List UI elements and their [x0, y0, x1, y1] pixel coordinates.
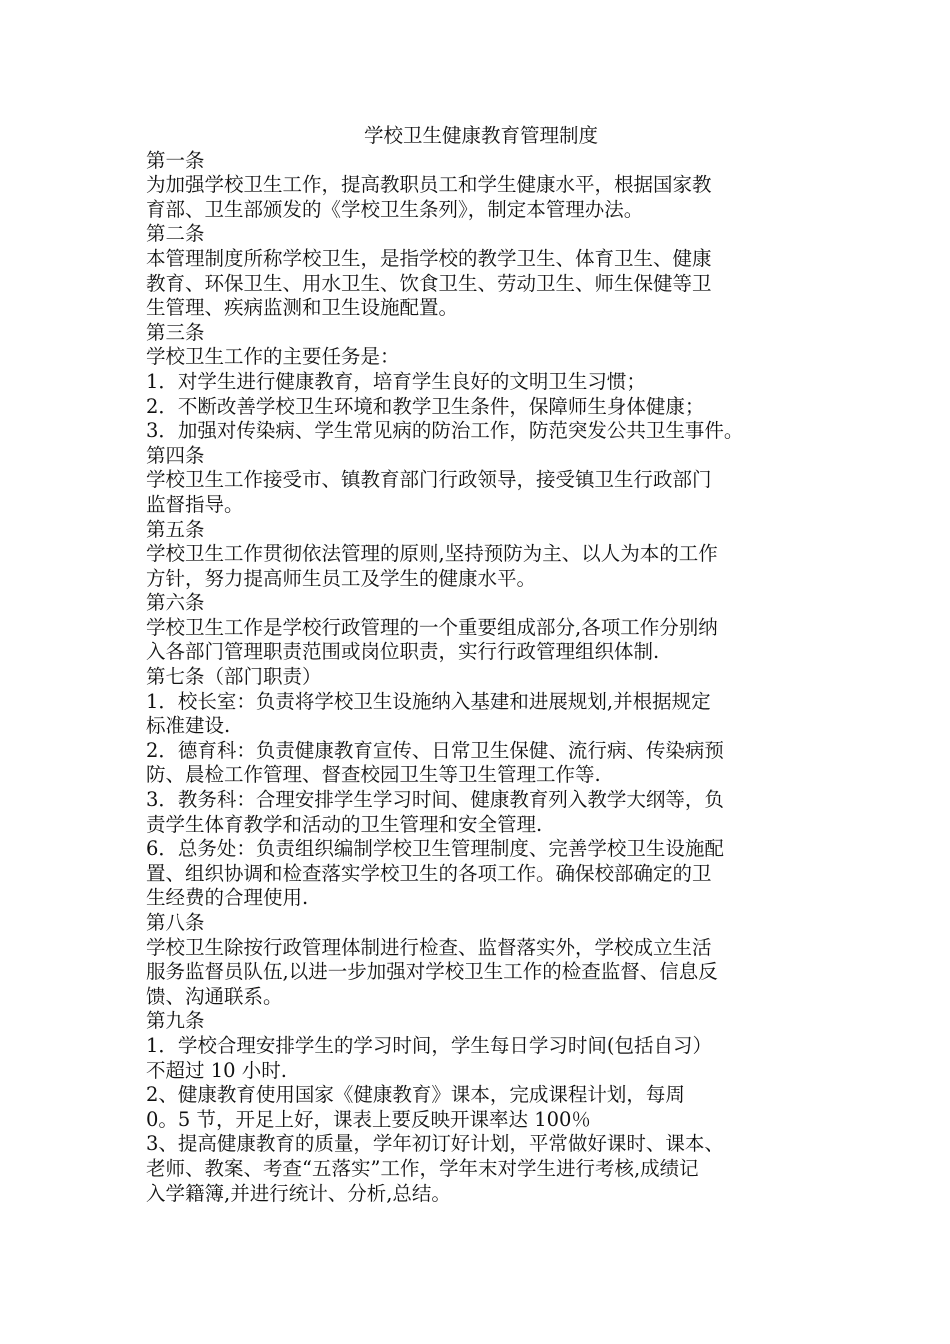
document-line: 1．学校合理安排学生的学习时间，学生每日学习时间(包括自习） — [146, 1033, 713, 1057]
document-line: 学校卫生工作接受市、镇教育部门行政领导，接受镇卫生行政部门 — [146, 468, 712, 492]
document-line: 置、组织协调和检查落实学校卫生的各项工作。确保校部确定的卫 — [146, 861, 712, 885]
document-line: 3．教务科：合理安排学生学习时间、健康教育列入教学大纲等，负 — [146, 788, 724, 812]
document-line: 馈、沟通联系。 — [146, 984, 283, 1008]
document-line: 生经费的合理使用. — [146, 886, 309, 910]
document-line: 学校卫生工作贯彻依法管理的原则,坚持预防为主、以人为本的工作 — [146, 542, 718, 566]
document-line: 第九条 — [146, 1009, 205, 1033]
document-line: 防、晨检工作管理、督查校园卫生等卫生管理工作等. — [146, 763, 601, 787]
document-line: 第六条 — [146, 591, 205, 615]
document-line: 第三条 — [146, 320, 205, 344]
document-line: 不超过 10 小时. — [146, 1058, 287, 1082]
document-line: 0。5 节，开足上好，课表上要反映开课率达 100％ — [146, 1107, 591, 1131]
document-line: 3、提高健康教育的质量，学年初订好计划，平常做好课时、课本、 — [146, 1132, 724, 1156]
document-line: 6．总务处：负责组织编制学校卫生管理制度、完善学校卫生设施配 — [146, 837, 724, 861]
document-line: 方针，努力提高师生员工及学生的健康水平。 — [146, 566, 537, 590]
document-line: 为加强学校卫生工作，提高教职员工和学生健康水平，根据国家教 — [146, 173, 712, 197]
document-line: 3．加强对传染病、学生常见病的防治工作，防范突发公共卫生事件。 — [146, 419, 744, 443]
document-title: 学校卫生健康教育管理制度 — [363, 124, 598, 147]
document-line: 第一条 — [146, 148, 205, 172]
document-body — [146, 149, 816, 1207]
document-line: 2、健康教育使用国家《健康教育》课本，完成课程计划，每周 — [146, 1083, 685, 1107]
document-line: 标准建设. — [146, 714, 231, 738]
document-line: 育部、卫生部颁发的《学校卫生条列》，制定本管理办法。 — [146, 197, 644, 221]
document-line: 第四条 — [146, 443, 205, 467]
document-line: 第二条 — [146, 222, 205, 246]
document-line: 生管理、疾病监测和卫生设施配置。 — [146, 296, 459, 320]
document-line: 老师、教案、考查“五落实”工作，学年末对学生进行考核,成绩记 — [146, 1156, 699, 1180]
document-line: 本管理制度所称学校卫生，是指学校的教学卫生、体育卫生、健康 — [146, 246, 712, 270]
document-line: 教育、环保卫生、用水卫生、饮食卫生、劳动卫生、师生保健等卫 — [146, 271, 712, 295]
document-line: 第七条（部门职责） — [146, 665, 322, 689]
document-line: 责学生体育教学和活动的卫生管理和安全管理. — [146, 812, 543, 836]
document-line: 入各部门管理职责范围或岗位职责，实行行政管理组织体制. — [146, 640, 660, 664]
document-line: 1．对学生进行健康教育，培育学生良好的文明卫生习惯； — [146, 369, 646, 393]
document-line: 学校卫生工作的主要任务是： — [146, 345, 400, 369]
document-line: 学校卫生除按行政管理体制进行检查、监督落实外，学校成立生活 — [146, 935, 712, 959]
document-line: 入学籍簿,并进行统计、分析,总结。 — [146, 1181, 451, 1205]
document-line: 学校卫生工作是学校行政管理的一个重要组成部分,各项工作分别纳 — [146, 615, 718, 639]
document-line: 服务监督员队伍,以进一步加强对学校卫生工作的检查监督、信息反 — [146, 960, 718, 984]
document-line: 监督指导。 — [146, 492, 244, 516]
document-page — [146, 124, 816, 1206]
document-line: 2．德育科：负责健康教育宣传、日常卫生保健、流行病、传染病预 — [146, 738, 724, 762]
document-line: 2．不断改善学校卫生环境和教学卫生条件，保障师生身体健康； — [146, 394, 705, 418]
document-line: 1．校长室：负责将学校卫生设施纳入基建和进展规划,并根据规定 — [146, 689, 711, 713]
document-line: 第八条 — [146, 911, 205, 934]
document-line: 第五条 — [146, 517, 205, 541]
